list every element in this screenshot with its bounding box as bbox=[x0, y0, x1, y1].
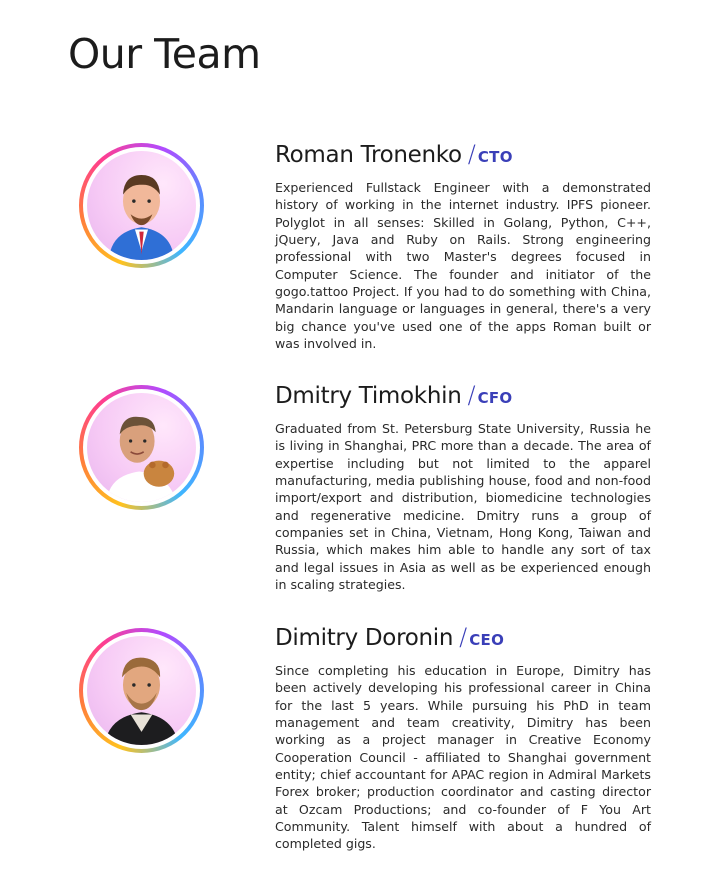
member-heading bbox=[275, 625, 651, 650]
member-heading bbox=[275, 142, 651, 167]
person-portrait-icon bbox=[87, 393, 196, 502]
avatar bbox=[79, 628, 204, 753]
avatar bbox=[79, 385, 204, 510]
member-name: Dimitry Doronin bbox=[275, 625, 454, 651]
member-bio: Experienced Fullstack Engineer with a demonstrated history of working in the internet industry. IPFS pioneer. Polyglot in all senses: Skilled in Golang, Python, C++, jQuery, Java and Ruby on Rails. Strong engineering professional with two Master's degrees focused in Computer Science. The founder and initiator of the gogo.tattoo Project. If you had to do something with China, Mandarin language or languages in general, there's a very big chance you've used one of the apps Roman built or was involved in. bbox=[275, 180, 651, 352]
person-portrait-icon bbox=[87, 151, 196, 260]
member-bio: Graduated from St. Petersburg State University, Russia he is living in Shanghai, PRC more than a decade. The area of expertise including but not limited to the apparel manufacturing, media publishing house, food and non-food import/export and distribution, biomedicine technologies and regenerative medicine. Dmitry runs a group of companies set in China, Vietnam, Hong Kong, Taiwan and Russia, which makes him able to handle any sort of tax and legal issues in Asia as well as be experienced enough in scaling strategies. bbox=[275, 421, 651, 593]
member-heading bbox=[275, 383, 651, 408]
role-separator: / bbox=[467, 140, 476, 168]
member-role: CEO bbox=[469, 631, 505, 649]
member-bio: Since completing his education in Europe, Dimitry has been actively developing his professional career in China for the last 5 years. While pursuing his PhD in team management and team creativity, Dimitry has been working as a project manager in Creative Economy Cooperation Council - affiliated to Shanghai government entity; chief accountant for APAC region in Admiral Markets Forex broker; production coordinator and casting director at Ozcam Productions; and co-founder of F You Art Community. Talent himself with about a hundred of completed gigs. bbox=[275, 663, 651, 852]
person-portrait-icon bbox=[87, 636, 196, 745]
role-separator: / bbox=[467, 381, 476, 409]
role-separator: / bbox=[459, 623, 468, 651]
member-role: CTO bbox=[477, 148, 513, 166]
member-name: Roman Tronenko bbox=[275, 142, 462, 168]
member-role: CFO bbox=[477, 389, 513, 407]
page-title: Our Team bbox=[68, 30, 261, 78]
member-name: Dmitry Timokhin bbox=[275, 383, 462, 409]
avatar bbox=[79, 143, 204, 268]
